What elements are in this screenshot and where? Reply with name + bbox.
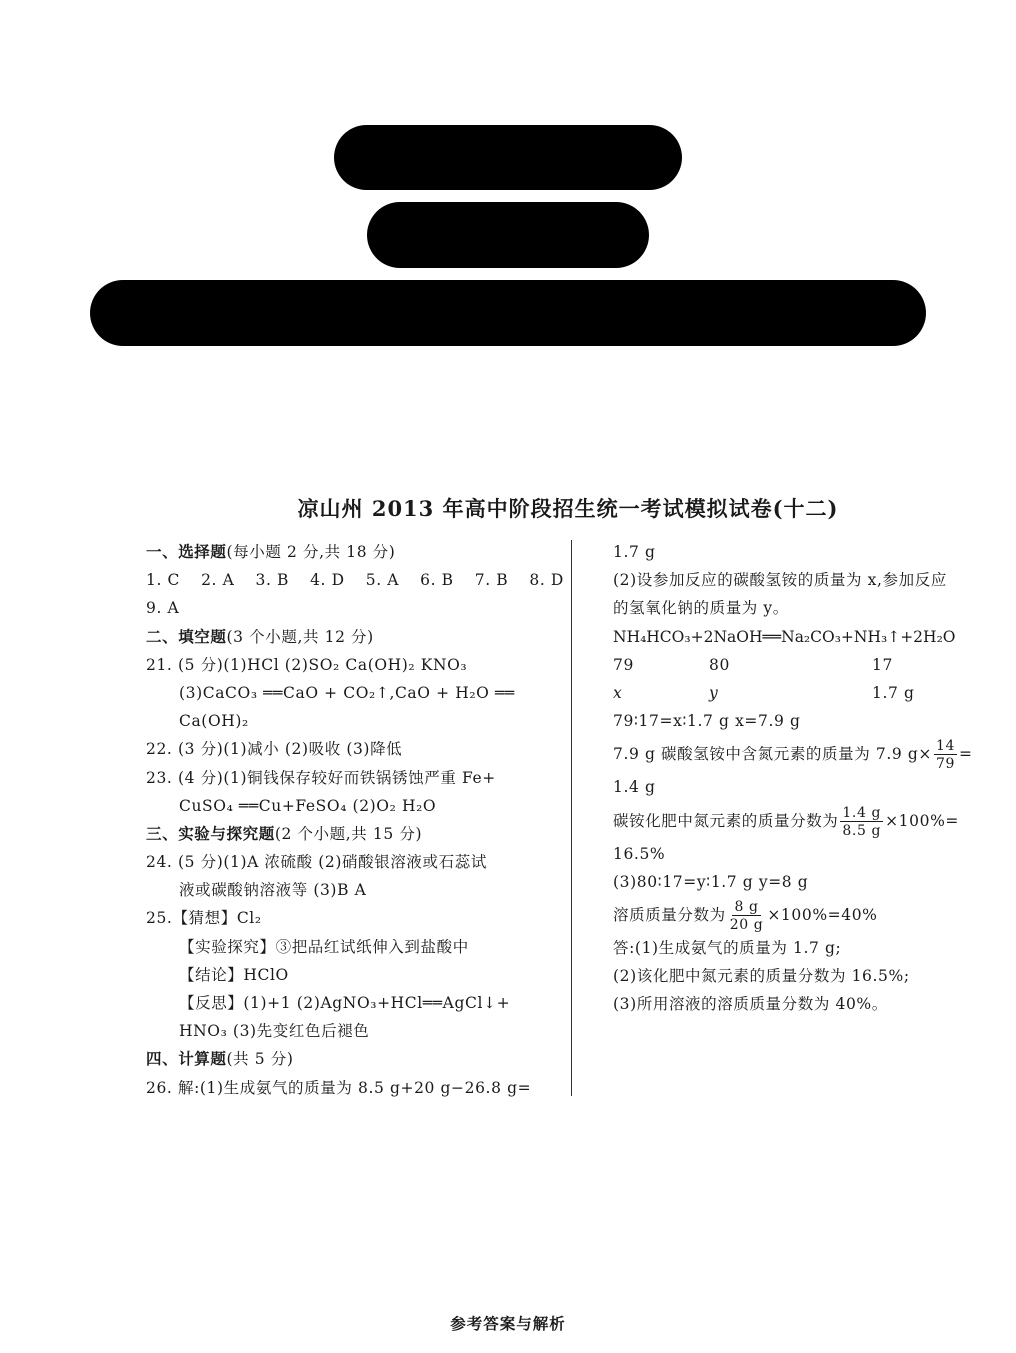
fraction-denominator: 8.5 g — [842, 822, 882, 839]
fraction — [934, 739, 957, 771]
answer-text: ×100%= — [885, 811, 959, 830]
section-note: (3 个小题,共 12 分) — [226, 627, 374, 646]
answer-line: (2)设参加反应的碳酸氢铵的质量为 x,参加反应 — [613, 571, 947, 590]
variable-row — [613, 679, 998, 707]
fraction-numerator: 14 — [935, 738, 955, 755]
nitrogen-fraction-line — [613, 802, 998, 840]
fraction-numerator: 8 g — [734, 898, 759, 915]
section-note: (每小题 2 分,共 18 分) — [226, 543, 396, 561]
answer-line: 【结论】HClO — [179, 965, 289, 984]
mcq-answer: 1. C — [146, 571, 180, 590]
right-column — [613, 538, 998, 1018]
fraction-numerator: 1.4 g — [842, 804, 882, 821]
answer-line: Ca(OH)₂ — [179, 712, 249, 731]
fraction — [728, 900, 766, 932]
molar-mass: 17 — [872, 655, 893, 674]
variable: y — [709, 683, 719, 702]
answer-line: 79∶17=x∶1.7 g x=7.9 g — [613, 712, 801, 731]
section-title: 四、计算题 — [146, 1049, 227, 1069]
answer-line: 25.【猜想】Cl₂ — [146, 909, 262, 928]
answer-text: ×100%=40% — [767, 905, 878, 924]
molar-mass: 80 — [709, 655, 730, 674]
answer-line: 1.7 g — [613, 543, 656, 561]
answer-line: 液或碳酸钠溶液等 (3)B A — [179, 881, 367, 900]
page-footer: 参考答案与解析 — [450, 1314, 566, 1333]
answer-text: 溶质质量分数为 — [613, 905, 726, 924]
molar-mass-row — [613, 651, 998, 679]
section-note: (共 5 分) — [226, 1050, 294, 1069]
answer-line: 26. 解:(1)生成氨气的质量为 8.5 g+20 g−26.8 g= — [146, 1078, 532, 1097]
molar-mass: 79 — [613, 655, 634, 674]
answer-line: CuSO₄ ══Cu+FeSO₄ (2)O₂ H₂O — [179, 796, 437, 815]
answer-line: 的氢氧化钠的质量为 y。 — [613, 599, 789, 618]
answer-line: 【实验探究】③把品红试纸伸入到盐酸中 — [179, 937, 469, 956]
answer-line: 1.4 g — [613, 778, 656, 797]
mcq-answer: 2. A — [201, 571, 235, 590]
section-note: (2 个小题,共 15 分) — [274, 824, 423, 843]
chemical-equation: NH₄HCO₃+2NaOH══Na₂CO₃+NH₃↑+2H₂O — [613, 627, 956, 646]
section-heading-2 — [146, 623, 564, 651]
mcq-answer: 7. B — [474, 571, 509, 590]
redaction-bar-3 — [90, 280, 926, 346]
answer-line: 23. (4 分)(1)铜钱保存较好而铁锅锈蚀严重 Fe+ — [146, 768, 496, 787]
answer-text: 7.9 g 碳酸氢铵中含氮元素的质量为 7.9 g× — [613, 745, 932, 764]
mcq-answer: 9. A — [146, 599, 180, 618]
answer-line: 21. (5 分)(1)HCl (2)SO₂ Ca(OH)₂ KNO₃ — [146, 655, 468, 674]
answer-line: (3)所用溶液的溶质质量分数为 40%。 — [613, 995, 888, 1014]
answer-line: (2)该化肥中氮元素的质量分数为 16.5%; — [613, 967, 910, 986]
redaction-bar-2 — [367, 202, 649, 268]
section-heading-3 — [146, 820, 564, 848]
section-heading-1 — [146, 538, 564, 566]
answer-line: 16.5% — [613, 844, 666, 863]
redaction-bar-1 — [334, 125, 682, 190]
mcq-answer: 8. D — [529, 571, 564, 590]
mcq-answer: 4. D — [310, 571, 345, 590]
answer-text: = — [958, 745, 973, 764]
mcq-answer: 5. A — [365, 571, 400, 590]
column-divider — [571, 540, 572, 1096]
answer-line: (3)80∶17=y∶1.7 g y=8 g — [613, 872, 809, 891]
variable: 1.7 g — [872, 683, 915, 702]
section-title: 三、实验与探究题 — [146, 823, 275, 843]
page-title: 凉山州 2013 年高中阶段招生统一考试模拟试卷(十二) — [297, 496, 839, 521]
mcq-answer: 6. B — [420, 571, 454, 590]
answer-line: 22. (3 分)(1)减小 (2)吸收 (3)降低 — [146, 740, 403, 759]
answer-line: 【反思】(1)+1 (2)AgNO₃+HCl══AgCl↓+ — [179, 994, 511, 1012]
nitrogen-mass-line — [613, 735, 998, 773]
answer-text: 碳铵化肥中氮元素的质量分数为 — [613, 811, 839, 830]
fraction-denominator: 79 — [935, 756, 955, 773]
section-heading-4 — [146, 1045, 564, 1073]
mcq-answers-row — [146, 566, 564, 594]
mcq-answer: 3. B — [255, 571, 289, 590]
answer-line: (3)CaCO₃ ══CaO + CO₂↑,CaO + H₂O ══ — [179, 683, 515, 702]
fraction — [840, 806, 883, 838]
answer-line: 答:(1)生成氨气的质量为 1.7 g; — [613, 938, 842, 957]
section-title: 二、填空题 — [146, 626, 227, 646]
answer-line: 24. (5 分)(1)A 浓硫酸 (2)硝酸银溶液或石蕊试 — [146, 853, 487, 872]
section-title: 一、选择题 — [146, 542, 227, 561]
fraction-denominator: 20 g — [729, 916, 764, 933]
variable: x — [613, 683, 623, 702]
answer-line: HNO₃ (3)先变红色后褪色 — [179, 1022, 370, 1041]
left-column — [146, 538, 564, 1102]
solute-fraction-line — [613, 896, 998, 934]
